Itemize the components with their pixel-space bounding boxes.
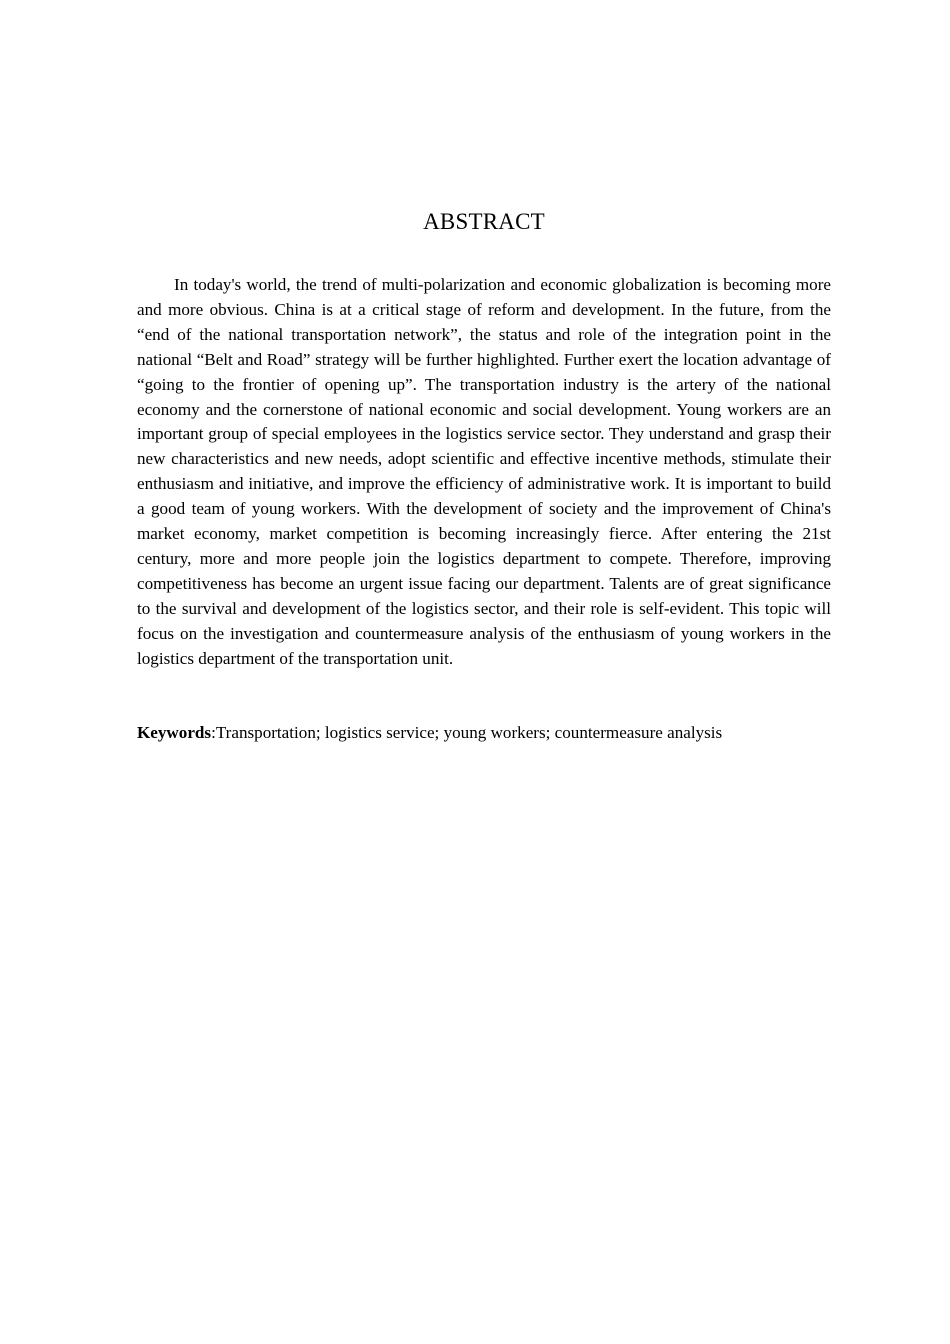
keywords-label: Keywords xyxy=(137,723,212,742)
keywords-text: Transportation; logistics service; young workers; countermeasure analysis xyxy=(215,723,723,742)
abstract-title: ABSTRACT xyxy=(423,209,545,234)
abstract-paragraph: In today's world, the trend of multi-polarization and economic globalization is becoming more and more obvious. China is at a critical stage of reform and development. In the future, from the “end of the national transportation network”, the status and role of the integration point in the national “Belt and Road” strategy will be further highlighted. Further exert the location advantage of “going to the frontier of opening up”. The transportation industry is the artery of the national economy and the cornerstone of national economic and social development. Young workers are an important group of special employees in the logistics service sector. They understand and grasp their new characteristics and new needs, adopt scientific and effective incentive methods, stimulate their enthusiasm and initiative, and improve the efficiency of administrative work. It is important to build a good team of young workers. With the development of society and the improvement of China's market economy, market competition is becoming increasingly fierce. After entering the 21st century, more and more people join the logistics department to compete. Therefore, improving competitiveness has become an urgent issue facing our department. Talents are of great significance to the survival and development of the logistics sector, and their role is self-evident. This topic will focus on the investigation and countermeasure analysis of the enthusiasm of young workers in the logistics department of the transportation unit. xyxy=(137,275,831,668)
keywords-line xyxy=(137,721,857,746)
keywords-separator: : xyxy=(211,723,216,742)
